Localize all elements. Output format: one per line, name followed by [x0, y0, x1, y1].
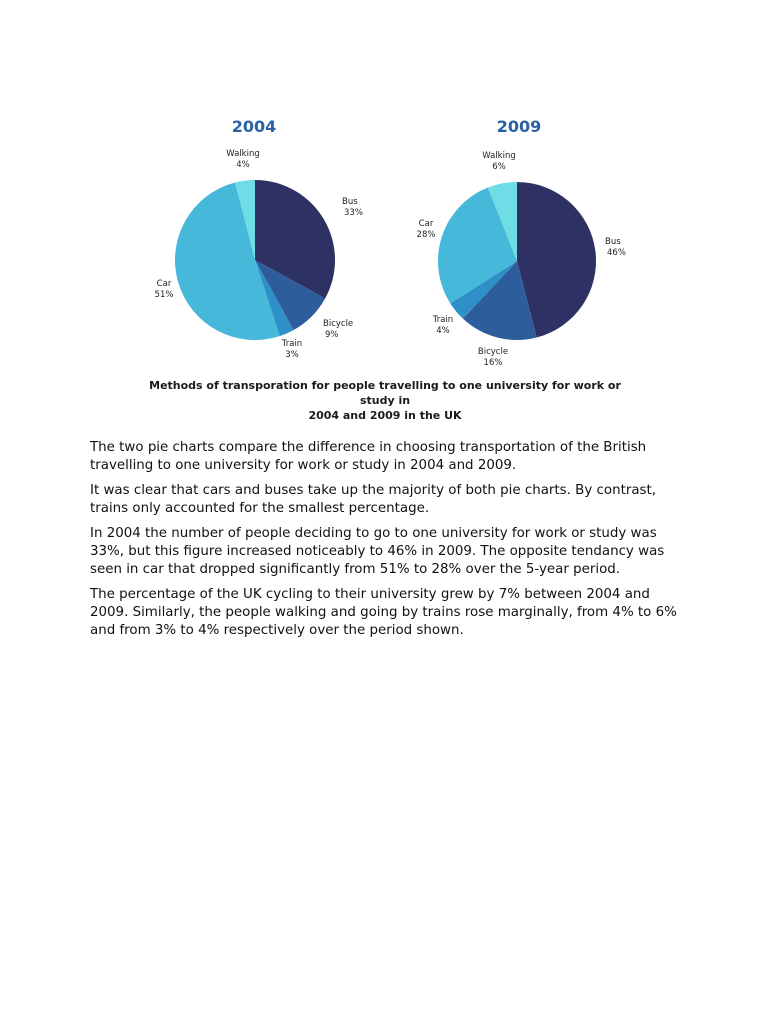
slice-label-2009-bicycle: Bicycle: [477, 347, 509, 357]
slice-label-2009-bus: Bus: [605, 237, 621, 247]
slice-value-2009-car: 28%: [416, 230, 436, 240]
slice-value-2004-bus: 33%: [344, 208, 363, 218]
essay-body: [90, 439, 690, 647]
slice-value-2004-walking: 4%: [236, 160, 250, 170]
essay-paragraph-1: The two pie charts compare the difference in choosing transportation of the British travelling to one university for work or study in 2004 and 2009.: [90, 440, 647, 473]
slice-value-2004-bicycle: 9%: [325, 330, 339, 340]
caption-line-1: Methods of transporation for people travelling to one university for work or study in: [149, 379, 621, 407]
transport-figure: [130, 108, 640, 422]
slice-value-2009-walking: 6%: [492, 162, 506, 172]
slice-label-2004-walking: Walking: [226, 149, 260, 159]
essay-paragraph-3: In 2004 the number of people deciding to go to one university for work or study was 33%, but this figure increased noticeably to 46% in 2009. The opposite tendancy was seen in car that dropped significantly from 51% to 28% over the 5-year period.: [90, 526, 665, 577]
chart-title-2009: 2009: [496, 117, 542, 136]
slice-label-2009-walking: Walking: [482, 151, 516, 161]
essay-paragraph-4: The percentage of the UK cycling to their university grew by 7% between 2004 and 2009. Similarly, the people walking and going by trains rose marginally, from 4% to 6% and from 3% to 4% respectively over the period shown.: [90, 587, 677, 638]
slice-value-2004-car: 51%: [154, 290, 174, 300]
slice-value-2004-train: 3%: [285, 350, 299, 360]
slice-label-2004-bicycle: Bicycle: [323, 319, 354, 329]
slice-value-2009-train: 4%: [436, 326, 450, 336]
slice-label-2009-car: Car: [418, 219, 434, 229]
slice-value-2009-bus: 46%: [607, 248, 626, 258]
slice-value-2009-bicycle: 16%: [483, 358, 503, 368]
slice-label-2004-train: Train: [281, 339, 303, 349]
essay-paragraph-2: It was clear that cars and buses take up the majority of both pie charts. By contrast, trains only accounted for the smallest percentage.: [90, 483, 657, 516]
slice-label-2004-car: Car: [156, 279, 172, 289]
slice-label-2009-train: Train: [432, 315, 454, 325]
chart-title-2004: 2004: [231, 117, 277, 136]
slice-label-2004-bus: Bus: [342, 197, 358, 207]
figure-caption: [130, 378, 640, 423]
pie-charts: [130, 108, 640, 378]
caption-line-2: 2004 and 2009 in the UK: [308, 409, 462, 422]
